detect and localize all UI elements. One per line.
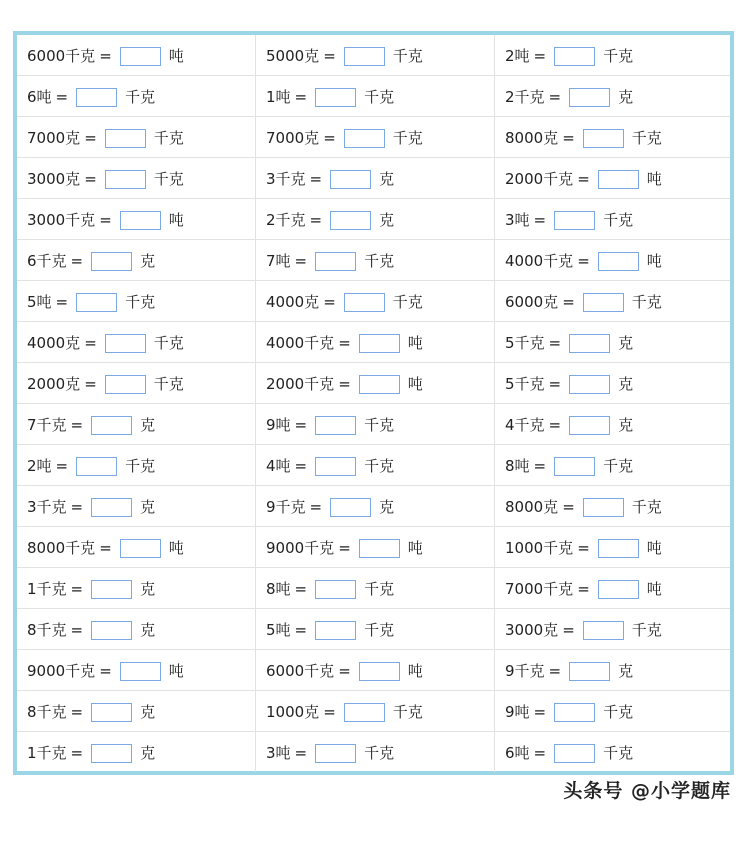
exercise-cell xyxy=(256,527,495,568)
question-quantity: 2000千克 xyxy=(266,374,335,393)
answer-box[interactable] xyxy=(598,539,639,558)
answer-box[interactable] xyxy=(91,416,132,435)
answer-box[interactable] xyxy=(344,293,385,312)
target-unit: 千克 xyxy=(603,702,634,721)
exercise-cell xyxy=(256,568,495,609)
answer-box[interactable] xyxy=(330,211,371,230)
exercise-cell xyxy=(17,404,256,445)
equals-sign: = xyxy=(533,743,547,762)
exercise-cell xyxy=(17,240,256,281)
answer-box[interactable] xyxy=(315,580,356,599)
question-quantity: 4000克 xyxy=(27,333,81,352)
exercise-row xyxy=(17,527,730,568)
equals-sign: = xyxy=(70,579,84,598)
equals-sign: = xyxy=(577,169,590,188)
question-quantity: 5000克 xyxy=(266,46,320,65)
exercise-cell xyxy=(17,650,256,691)
equals-sign: = xyxy=(577,579,590,598)
target-unit: 千克 xyxy=(364,620,395,639)
equals-sign: = xyxy=(84,374,97,393)
question-quantity: 6000克 xyxy=(505,292,559,311)
exercise-row xyxy=(17,650,730,691)
question-quantity: 9000千克 xyxy=(27,661,96,680)
exercise-cell xyxy=(256,609,495,650)
target-unit: 吨 xyxy=(407,333,423,352)
answer-box[interactable] xyxy=(359,662,400,681)
exercise-row xyxy=(17,691,730,732)
target-unit: 克 xyxy=(379,497,395,516)
answer-box[interactable] xyxy=(120,539,161,558)
answer-box[interactable] xyxy=(91,744,132,763)
target-unit: 千克 xyxy=(125,87,156,106)
exercise-cell xyxy=(17,732,256,773)
target-unit: 吨 xyxy=(407,661,423,680)
target-unit: 克 xyxy=(140,251,156,270)
exercise-cell xyxy=(495,445,731,486)
answer-box[interactable] xyxy=(76,88,117,107)
exercise-row xyxy=(17,445,730,486)
exercise-cell xyxy=(495,732,731,773)
target-unit: 千克 xyxy=(364,456,395,475)
equals-sign: = xyxy=(70,620,84,639)
exercise-cell xyxy=(17,609,256,650)
answer-box[interactable] xyxy=(120,211,161,230)
question-quantity: 1千克 xyxy=(27,743,67,762)
exercise-cell xyxy=(256,240,495,281)
exercise-cell xyxy=(17,527,256,568)
target-unit: 千克 xyxy=(603,46,634,65)
exercise-row xyxy=(17,363,730,404)
question-quantity: 8千克 xyxy=(27,620,67,639)
equals-sign: = xyxy=(323,128,336,147)
target-unit: 克 xyxy=(379,210,395,229)
answer-box[interactable] xyxy=(76,293,117,312)
equals-sign: = xyxy=(84,169,97,188)
exercise-cell xyxy=(256,76,495,117)
target-unit: 吨 xyxy=(646,538,662,557)
target-unit: 克 xyxy=(140,579,156,598)
question-quantity: 5吨 xyxy=(266,620,291,639)
exercise-cell xyxy=(17,199,256,240)
target-unit: 千克 xyxy=(603,743,634,762)
equals-sign: = xyxy=(84,128,97,147)
target-unit: 吨 xyxy=(646,251,662,270)
exercise-cell xyxy=(495,240,731,281)
answer-box[interactable] xyxy=(359,375,400,394)
exercise-cell xyxy=(256,35,495,76)
answer-box[interactable] xyxy=(583,498,624,517)
target-unit: 克 xyxy=(140,743,156,762)
exercise-row xyxy=(17,35,730,76)
question-quantity: 5千克 xyxy=(505,374,545,393)
exercise-row xyxy=(17,404,730,445)
exercise-cell xyxy=(256,691,495,732)
question-quantity: 3000千克 xyxy=(27,210,96,229)
question-quantity: 8000克 xyxy=(505,497,559,516)
exercise-cell xyxy=(495,199,731,240)
equals-sign: = xyxy=(577,251,590,270)
question-quantity: 3吨 xyxy=(266,743,291,762)
target-unit: 千克 xyxy=(364,579,395,598)
exercise-cell xyxy=(495,281,731,322)
target-unit: 千克 xyxy=(392,292,423,311)
question-quantity: 6000千克 xyxy=(27,46,96,65)
exercise-cell xyxy=(256,281,495,322)
equals-sign: = xyxy=(338,661,351,680)
exercise-row xyxy=(17,322,730,363)
exercise-cell xyxy=(495,35,731,76)
question-quantity: 2吨 xyxy=(27,456,52,475)
target-unit: 克 xyxy=(618,87,634,106)
target-unit: 千克 xyxy=(631,497,662,516)
exercise-cell xyxy=(495,76,731,117)
question-quantity: 5吨 xyxy=(27,292,52,311)
exercise-table xyxy=(17,35,730,772)
answer-box[interactable] xyxy=(569,375,610,394)
equals-sign: = xyxy=(294,743,308,762)
equals-sign: = xyxy=(338,333,351,352)
question-quantity: 5千克 xyxy=(505,333,545,352)
equals-sign: = xyxy=(533,702,547,721)
equals-sign: = xyxy=(70,743,84,762)
question-quantity: 4000千克 xyxy=(505,251,574,270)
target-unit: 千克 xyxy=(603,456,634,475)
equals-sign: = xyxy=(294,415,308,434)
equals-sign: = xyxy=(294,87,308,106)
equals-sign: = xyxy=(533,210,547,229)
equals-sign: = xyxy=(309,210,323,229)
target-unit: 吨 xyxy=(407,538,423,557)
answer-box[interactable] xyxy=(598,252,639,271)
question-quantity: 6千克 xyxy=(27,251,67,270)
target-unit: 千克 xyxy=(392,702,423,721)
question-quantity: 2千克 xyxy=(266,210,306,229)
exercise-cell xyxy=(256,363,495,404)
target-unit: 千克 xyxy=(631,620,662,639)
exercise-cell xyxy=(256,445,495,486)
exercise-row xyxy=(17,609,730,650)
answer-box[interactable] xyxy=(569,416,610,435)
exercise-cell xyxy=(495,486,731,527)
answer-box[interactable] xyxy=(105,129,146,148)
equals-sign: = xyxy=(99,46,112,65)
answer-box[interactable] xyxy=(91,621,132,640)
question-quantity: 3千克 xyxy=(27,497,67,516)
exercise-row xyxy=(17,240,730,281)
equals-sign: = xyxy=(533,456,547,475)
target-unit: 克 xyxy=(140,497,156,516)
question-quantity: 3000克 xyxy=(27,169,81,188)
equals-sign: = xyxy=(294,456,308,475)
exercise-cell xyxy=(17,568,256,609)
equals-sign: = xyxy=(70,415,84,434)
target-unit: 吨 xyxy=(168,210,184,229)
answer-box[interactable] xyxy=(554,744,595,763)
exercise-row xyxy=(17,486,730,527)
equals-sign: = xyxy=(548,333,562,352)
exercise-cell xyxy=(17,281,256,322)
target-unit: 千克 xyxy=(364,87,395,106)
answer-box[interactable] xyxy=(583,129,624,148)
target-unit: 吨 xyxy=(168,538,184,557)
equals-sign: = xyxy=(562,497,575,516)
exercise-cell xyxy=(495,568,731,609)
exercise-cell xyxy=(256,732,495,773)
equals-sign: = xyxy=(294,579,308,598)
answer-box[interactable] xyxy=(91,252,132,271)
equals-sign: = xyxy=(99,661,112,680)
target-unit: 千克 xyxy=(364,743,395,762)
question-quantity: 8000克 xyxy=(505,128,559,147)
target-unit: 克 xyxy=(618,333,634,352)
exercise-row xyxy=(17,199,730,240)
exercise-cell xyxy=(17,363,256,404)
exercise-row xyxy=(17,76,730,117)
exercise-cell xyxy=(256,117,495,158)
equals-sign: = xyxy=(562,128,575,147)
target-unit: 千克 xyxy=(364,251,395,270)
target-unit: 吨 xyxy=(168,661,184,680)
question-quantity: 3千克 xyxy=(266,169,306,188)
question-quantity: 1000克 xyxy=(266,702,320,721)
answer-box[interactable] xyxy=(91,703,132,722)
equals-sign: = xyxy=(548,87,562,106)
exercise-cell xyxy=(495,691,731,732)
exercise-cell xyxy=(495,158,731,199)
answer-box[interactable] xyxy=(554,211,595,230)
question-quantity: 2000克 xyxy=(27,374,81,393)
equals-sign: = xyxy=(99,210,112,229)
target-unit: 克 xyxy=(140,415,156,434)
answer-box[interactable] xyxy=(554,47,595,66)
exercise-row xyxy=(17,732,730,773)
answer-box[interactable] xyxy=(359,334,400,353)
question-quantity: 6吨 xyxy=(27,87,52,106)
equals-sign: = xyxy=(309,497,323,516)
question-quantity: 9千克 xyxy=(505,661,545,680)
exercise-row xyxy=(17,158,730,199)
equals-sign: = xyxy=(84,333,97,352)
target-unit: 千克 xyxy=(603,210,634,229)
answer-box[interactable] xyxy=(315,621,356,640)
question-quantity: 3吨 xyxy=(505,210,530,229)
answer-box[interactable] xyxy=(583,293,624,312)
answer-box[interactable] xyxy=(315,88,356,107)
footer-watermark: 头条号 @小学题库 xyxy=(563,780,731,802)
question-quantity: 2000千克 xyxy=(505,169,574,188)
exercise-cell xyxy=(256,404,495,445)
target-unit: 克 xyxy=(140,620,156,639)
target-unit: 克 xyxy=(379,169,395,188)
equals-sign: = xyxy=(294,620,308,639)
answer-box[interactable] xyxy=(554,703,595,722)
equals-sign: = xyxy=(70,497,84,516)
equals-sign: = xyxy=(577,538,590,557)
answer-box[interactable] xyxy=(91,580,132,599)
answer-box[interactable] xyxy=(315,457,356,476)
exercise-cell xyxy=(256,158,495,199)
answer-box[interactable] xyxy=(315,744,356,763)
target-unit: 吨 xyxy=(646,169,662,188)
equals-sign: = xyxy=(70,702,84,721)
question-quantity: 1000千克 xyxy=(505,538,574,557)
equals-sign: = xyxy=(533,46,547,65)
question-quantity: 7吨 xyxy=(266,251,291,270)
answer-box[interactable] xyxy=(583,621,624,640)
question-quantity: 3000克 xyxy=(505,620,559,639)
worksheet xyxy=(13,31,734,775)
equals-sign: = xyxy=(562,620,575,639)
exercise-cell xyxy=(256,650,495,691)
question-quantity: 9千克 xyxy=(266,497,306,516)
target-unit: 千克 xyxy=(153,374,184,393)
equals-sign: = xyxy=(70,251,84,270)
target-unit: 千克 xyxy=(153,128,184,147)
question-quantity: 6000千克 xyxy=(266,661,335,680)
answer-box[interactable] xyxy=(330,498,371,517)
target-unit: 克 xyxy=(140,702,156,721)
question-quantity: 4000千克 xyxy=(266,333,335,352)
answer-box[interactable] xyxy=(344,47,385,66)
target-unit: 千克 xyxy=(631,128,662,147)
target-unit: 克 xyxy=(618,374,634,393)
equals-sign: = xyxy=(338,374,351,393)
question-quantity: 7000千克 xyxy=(505,579,574,598)
equals-sign: = xyxy=(562,292,575,311)
exercise-cell xyxy=(495,322,731,363)
answer-box[interactable] xyxy=(569,88,610,107)
answer-box[interactable] xyxy=(76,457,117,476)
question-quantity: 4000克 xyxy=(266,292,320,311)
target-unit: 千克 xyxy=(392,128,423,147)
question-quantity: 4吨 xyxy=(266,456,291,475)
exercise-cell xyxy=(495,117,731,158)
target-unit: 吨 xyxy=(407,374,423,393)
exercise-cell xyxy=(17,486,256,527)
equals-sign: = xyxy=(338,538,351,557)
answer-box[interactable] xyxy=(105,170,146,189)
question-quantity: 6吨 xyxy=(505,743,530,762)
answer-box[interactable] xyxy=(344,703,385,722)
equals-sign: = xyxy=(548,374,562,393)
target-unit: 千克 xyxy=(392,46,423,65)
question-quantity: 7000克 xyxy=(266,128,320,147)
equals-sign: = xyxy=(309,169,323,188)
exercise-row xyxy=(17,281,730,322)
answer-box[interactable] xyxy=(120,662,161,681)
answer-box[interactable] xyxy=(105,334,146,353)
equals-sign: = xyxy=(323,702,336,721)
exercise-cell xyxy=(495,363,731,404)
answer-box[interactable] xyxy=(598,170,639,189)
question-quantity: 1千克 xyxy=(27,579,67,598)
target-unit: 千克 xyxy=(125,456,156,475)
exercise-cell xyxy=(256,486,495,527)
equals-sign: = xyxy=(323,46,336,65)
exercise-row xyxy=(17,117,730,158)
answer-box[interactable] xyxy=(554,457,595,476)
question-quantity: 9吨 xyxy=(505,702,530,721)
answer-box[interactable] xyxy=(344,129,385,148)
answer-box[interactable] xyxy=(105,375,146,394)
equals-sign: = xyxy=(99,538,112,557)
answer-box[interactable] xyxy=(315,252,356,271)
exercise-cell xyxy=(17,35,256,76)
question-quantity: 8吨 xyxy=(505,456,530,475)
exercise-cell xyxy=(17,117,256,158)
equals-sign: = xyxy=(548,415,562,434)
exercise-cell xyxy=(495,650,731,691)
exercise-cell xyxy=(17,691,256,732)
equals-sign: = xyxy=(294,251,308,270)
exercise-cell xyxy=(17,158,256,199)
answer-box[interactable] xyxy=(315,416,356,435)
answer-box[interactable] xyxy=(91,498,132,517)
exercise-cell xyxy=(17,322,256,363)
target-unit: 千克 xyxy=(364,415,395,434)
question-quantity: 2吨 xyxy=(505,46,530,65)
target-unit: 克 xyxy=(618,661,634,680)
answer-box[interactable] xyxy=(120,47,161,66)
exercise-cell xyxy=(256,199,495,240)
exercise-cell xyxy=(495,404,731,445)
exercise-cell xyxy=(17,76,256,117)
question-quantity: 4千克 xyxy=(505,415,545,434)
equals-sign: = xyxy=(548,661,562,680)
question-quantity: 7千克 xyxy=(27,415,67,434)
target-unit: 吨 xyxy=(168,46,184,65)
answer-box[interactable] xyxy=(359,539,400,558)
question-quantity: 8千克 xyxy=(27,702,67,721)
answer-box[interactable] xyxy=(569,334,610,353)
exercise-cell xyxy=(495,527,731,568)
answer-box[interactable] xyxy=(330,170,371,189)
target-unit: 千克 xyxy=(631,292,662,311)
target-unit: 克 xyxy=(618,415,634,434)
target-unit: 千克 xyxy=(153,169,184,188)
question-quantity: 2千克 xyxy=(505,87,545,106)
answer-box[interactable] xyxy=(569,662,610,681)
equals-sign: = xyxy=(323,292,336,311)
question-quantity: 9吨 xyxy=(266,415,291,434)
question-quantity: 9000千克 xyxy=(266,538,335,557)
equals-sign: = xyxy=(55,292,69,311)
exercise-cell xyxy=(17,445,256,486)
equals-sign: = xyxy=(55,87,69,106)
target-unit: 千克 xyxy=(153,333,184,352)
exercise-cell xyxy=(256,322,495,363)
target-unit: 吨 xyxy=(646,579,662,598)
question-quantity: 7000克 xyxy=(27,128,81,147)
equals-sign: = xyxy=(55,456,69,475)
question-quantity: 8吨 xyxy=(266,579,291,598)
answer-box[interactable] xyxy=(598,580,639,599)
exercise-row xyxy=(17,568,730,609)
exercise-cell xyxy=(495,609,731,650)
question-quantity: 8000千克 xyxy=(27,538,96,557)
question-quantity: 1吨 xyxy=(266,87,291,106)
target-unit: 千克 xyxy=(125,292,156,311)
